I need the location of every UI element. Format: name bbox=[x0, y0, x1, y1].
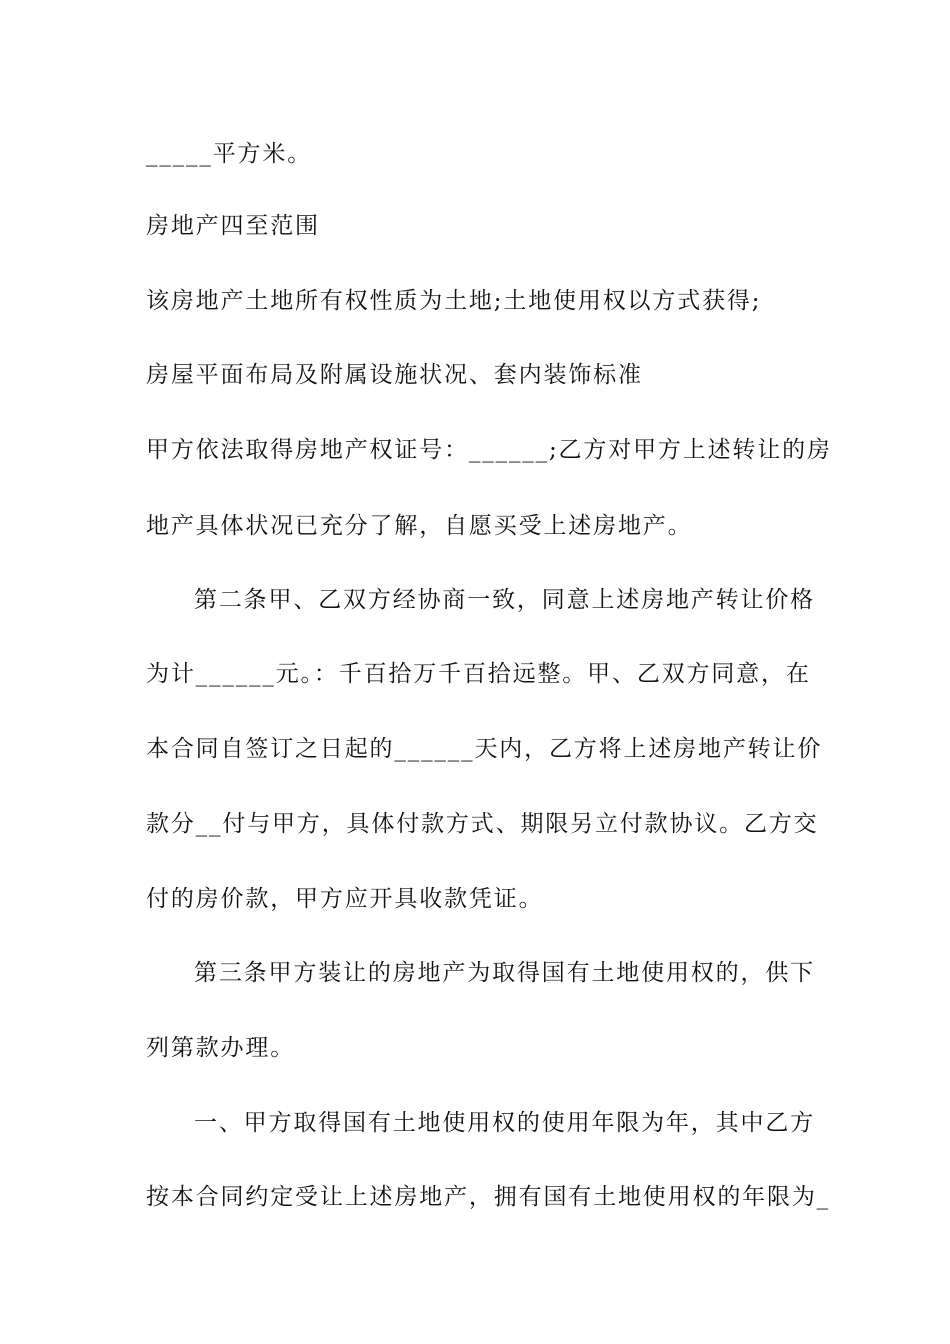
text-line: 款分__付与甲方，具体付款方式、期限另立付款协议。乙方交 bbox=[146, 811, 819, 837]
text-line: 该房地产土地所有权性质为土地;土地使用权以方式获得; bbox=[146, 288, 762, 314]
text-line: 列第款办理。 bbox=[146, 1035, 296, 1061]
text-line: 为计______元。：千百拾万千百拾远整。甲、乙双方同意，在 bbox=[146, 661, 811, 687]
paragraph-start-line: 第三条甲方装让的房地产为取得国有土地使用权的，供下 bbox=[194, 960, 815, 986]
text-line: 房地产四至范围 bbox=[146, 213, 320, 239]
paragraph-start-line: 第二条甲、乙双方经协商一致，同意上述房地产转让价格 bbox=[194, 587, 815, 613]
text-line: 本合同自签订之日起的______天内，乙方将上述房地产转让价 bbox=[146, 736, 823, 762]
text-line: 房屋平面布局及附属设施状况、套内装饰标准 bbox=[146, 362, 643, 388]
text-line: _____平方米。 bbox=[146, 141, 313, 167]
text-line: 付的房价款，甲方应开具收款凭证。 bbox=[146, 886, 544, 912]
text-line: 甲方依法取得房地产权证号：______;乙方对甲方上述转让的房 bbox=[146, 437, 832, 463]
text-line: 地产具体状况已充分了解，自愿买受上述房地产。 bbox=[146, 513, 693, 539]
paragraph-start-line: 一、甲方取得国有土地使用权的使用年限为年，其中乙方 bbox=[194, 1110, 815, 1136]
text-line: 按本合同约定受让上述房地产，拥有国有土地使用权的年限为_ bbox=[146, 1184, 831, 1210]
